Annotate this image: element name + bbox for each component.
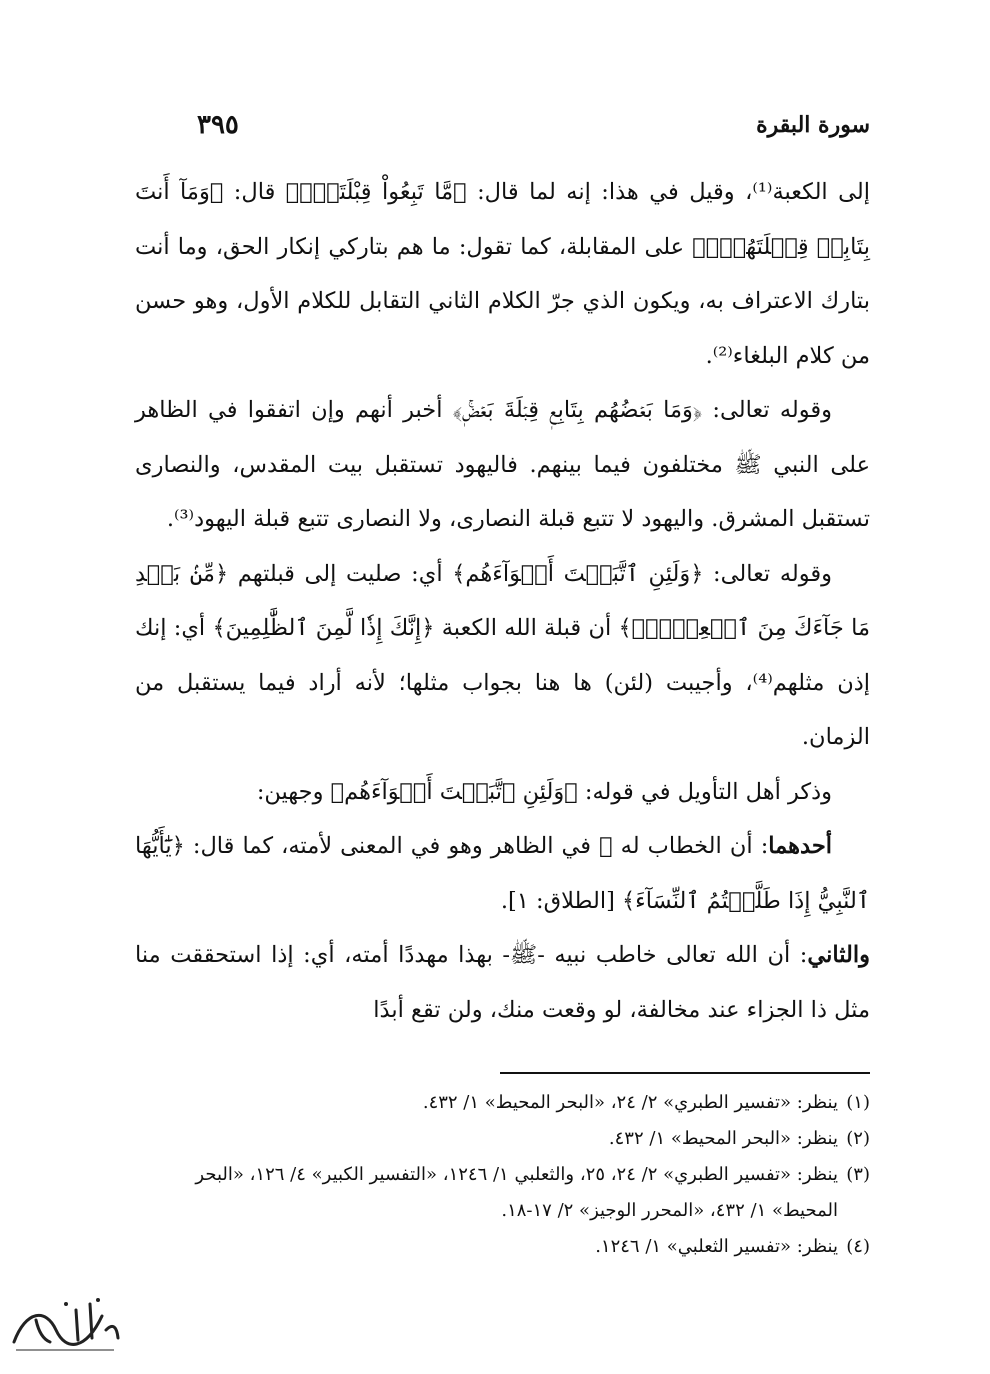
main-text	[135, 165, 870, 1037]
footnote-separator	[500, 1072, 870, 1074]
first-aspect-label: أحدهما	[768, 833, 832, 859]
publisher-logo	[6, 1290, 126, 1360]
page-header	[135, 112, 870, 152]
footnote	[135, 1121, 870, 1157]
footnote-text: ينظر: «تفسير الثعلبي» ١/ ١٢٤٦.	[595, 1236, 838, 1257]
footnote-number: (١)	[846, 1092, 870, 1113]
running-title: سورة البقرة	[756, 112, 870, 138]
book-page	[135, 0, 870, 1374]
footnote	[135, 1157, 870, 1229]
footnote-text: ينظر: «تفسير الطبري» ٢/ ٢٤، «البحر المحيط» ١/ ٤٣٢.	[422, 1092, 838, 1113]
page-number: ٣٩٥	[197, 110, 239, 140]
footnote-number: (٢)	[846, 1128, 870, 1149]
second-aspect-text: : أن الله تعالى خاطب نبيه -ﷺ- بهذا مهددًا أمته، أي: إذا استحققت منا مثل ذا الجزاء عند مخالفة، لو وقعت منك، ولن تقع أبدًا	[135, 942, 870, 1023]
paragraph-2: وقوله تعالى: ﴿وَمَا بَعۡضُهُم بِتَابِعٖ قِبۡلَةَ بَعۡضٖۚ﴾ أخبر أنهم وإن اتفقوا في الظاهر على النبي ﷺ مختلفون فيما بينهم. فاليهود تستقبل بيت المقدس، والنصارى تستقبل المشرق. واليهود لا تتبع قبلة النصارى، ولا النصارى تتبع قبلة اليهود⁽³⁾.	[135, 397, 870, 532]
first-aspect-text: : أن الخطاب له ﷺ في الظاهر وهو في المعنى لأمته، كما قال: ﴿يَٰٓأَيُّهَا ٱلنَّبِيُّ إِذَا طَلَّقۡتُمُ ٱلنِّسَآءَ﴾ [الطلاق: ١].	[135, 833, 870, 914]
footnote	[135, 1085, 870, 1121]
footnote-number: (٣)	[846, 1164, 870, 1185]
footnote-number: (٤)	[846, 1236, 870, 1257]
footnotes	[135, 1085, 870, 1265]
footnote-text: ينظر: «البحر المحيط» ١/ ٤٣٢.	[608, 1128, 838, 1149]
footnote-text: ينظر: «تفسير الطبري» ٢/ ٢٤، ٢٥، والثعلبي ١/ ١٢٤٦، «التفسير الكبير» ٤/ ١٢٦، «البحر المحيط» ١/ ٤٣٢، «المحرر الوجيز» ٢/ ١٧-١٨.	[195, 1164, 838, 1221]
paragraph-second-aspect	[135, 928, 870, 1037]
paragraph-1: إلى الكعبة⁽¹⁾، وقيل في هذا: إنه لما قال: ﴿مَّا تَبِعُواْ قِبْلَتَكَۚ﴾ قال: ﴿وَمَآ أَنتَ بِتَابِعٖ قِبۡلَتَهُمۡۚ﴾ على المقابلة، كما تقول: ما هم بتاركي إنكار الحق، وما أنت بتارك الاعتراف به، ويكون الذي جرّ الكلام الثاني التقابل للكلام الأول، وهو حسن من كلام البلغاء⁽²⁾.	[135, 179, 870, 369]
footnote	[135, 1229, 870, 1265]
second-aspect-label: والثاني	[807, 942, 870, 968]
paragraph-4: وذكر أهل التأويل في قوله: ﴿وَلَئِنِ ٱتَّبَعۡتَ أَهۡوَآءَهُم﴾ وجهين:	[256, 778, 832, 805]
paragraph-first-aspect	[135, 819, 870, 928]
paragraph-3: وقوله تعالى: ﴿وَلَئِنِ ٱتَّبَعۡتَ أَهۡوَآءَهُم﴾ أي: صليت إلى قبلتهم ﴿مِّنۢ بَعۡدِ مَا جَآءَكَ مِنَ ٱلۡعِلۡمِۙ﴾ أن قبلة الله الكعبة ﴿إِنَّكَ إِذٗا لَّمِنَ ٱلظَّٰلِمِينَ﴾ أي: إنك إذن مثلهم⁽⁴⁾، وأجيبت (لئن) ها هنا بجواب مثلها؛ لأنه أراد فيما يستقبل من الزمان.	[135, 560, 871, 750]
